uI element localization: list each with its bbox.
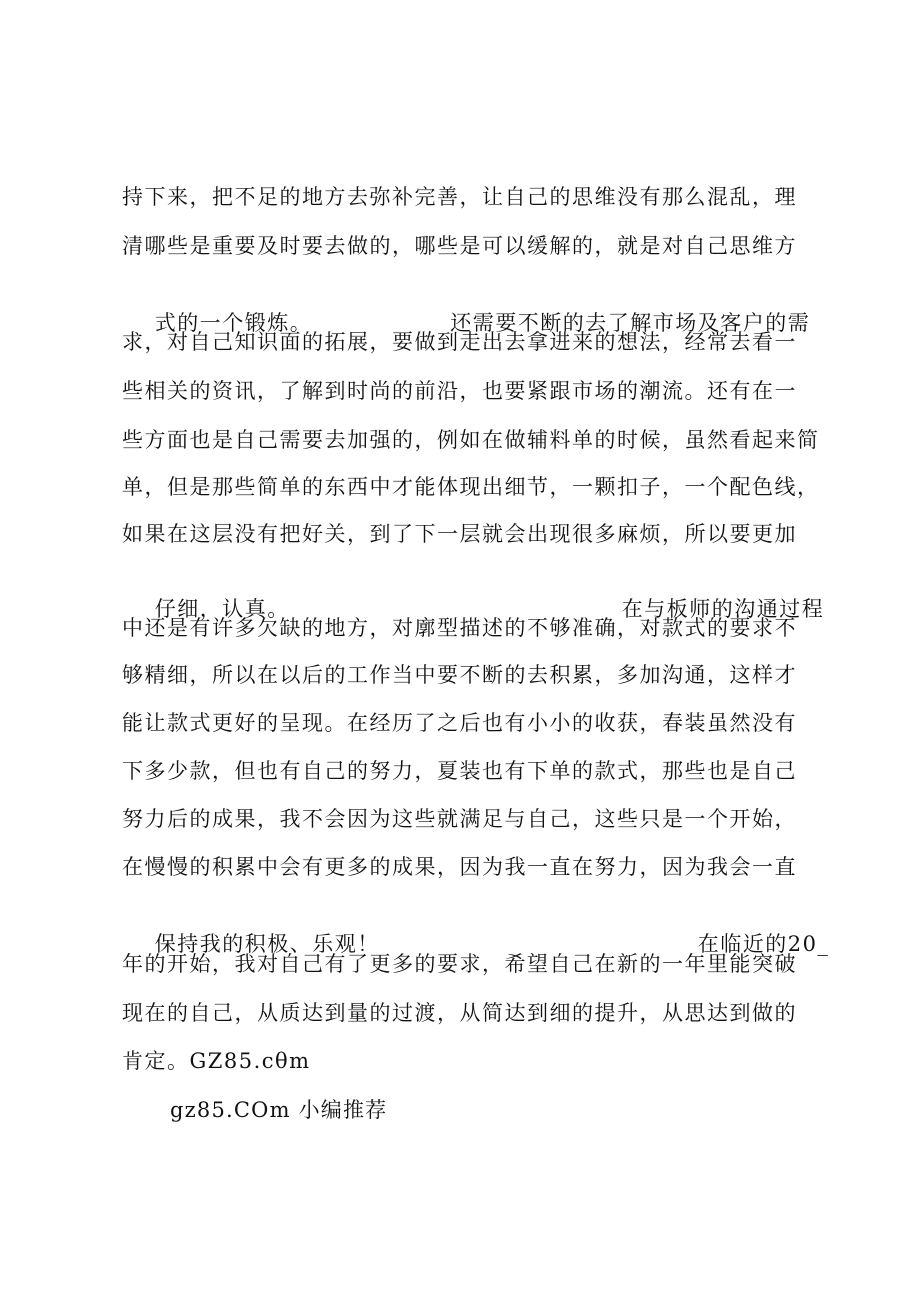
paragraph-line: 些相关的资讯，了解到时尚的前沿，也要紧跟市场的潮流。还有在一 xyxy=(122,379,797,403)
paragraph-line: 够精细，所以在以后的工作当中要不断的去积累，多加沟通，这样才 xyxy=(122,663,797,687)
paragraph-line: 些方面也是自己需要去加强的，例如在做辅料单的时候，虽然看起来简 xyxy=(122,428,820,452)
paragraph-line: 年的开始，我对自己有了更多的要求，希望自己在新的一年里能突破 xyxy=(122,952,797,976)
paragraph-line-segment: 还需要不断的去了解市场及客户的需 xyxy=(450,311,811,335)
paragraph-line: 单，但是那些简单的东西中才能体现出细节，一颗扣子，一个配色线， xyxy=(122,475,820,499)
paragraph-line: 能让款式更好的呈现。在经历了之后也有小小的收获，春装虽然没有 xyxy=(122,711,797,735)
paragraph-line: 努力后的成果，我不会因为这些就满足与自己，这些只是一个开始， xyxy=(122,807,797,831)
recommendation-note: gz85.COm 小编推荐 xyxy=(170,1098,388,1122)
paragraph-line: 下多少款，但也有自己的努力，夏装也有下单的款式，那些也是自己 xyxy=(122,759,797,783)
paragraph-line: 现在的自己，从质达到量的过渡，从简达到细的提升，从思达到做的 xyxy=(122,1001,797,1025)
paragraph-line-segment: 在与板师的沟通过程 xyxy=(621,597,825,621)
paragraph-line-segment: 保持我的积极、乐观！ xyxy=(154,932,380,956)
paragraph-line: 肯定。GZ85.cθm xyxy=(122,1049,311,1073)
paragraph-line-segment: 仔细，认真。 xyxy=(154,597,290,621)
paragraph-line: 持下来，把不足的地方去弥补完善，让自己的思维没有那么混乱，理 xyxy=(122,185,797,209)
paragraph-line: 如果在这层没有把好关，到了下一层就会出现很多麻烦，所以要更加 xyxy=(122,522,797,546)
paragraph-line: 清哪些是重要及时要去做的，哪些是可以缓解的，就是对自己思维方 xyxy=(122,234,797,258)
paragraph-line-segment: 式的一个锻炼。 xyxy=(154,311,313,335)
paragraph-line: 中还是有许多欠缺的地方，对廓型描述的不够准确，对款式的要求不 xyxy=(122,616,797,640)
paragraph-line: 求，对自己知识面的拓展，要做到走出去拿进来的想法，经常去看一 xyxy=(122,330,797,354)
paragraph-line-segment: 在临近的20_ xyxy=(697,932,830,956)
paragraph-line: 在慢慢的积累中会有更多的成果，因为我一直在努力，因为我会一直 xyxy=(122,855,797,879)
